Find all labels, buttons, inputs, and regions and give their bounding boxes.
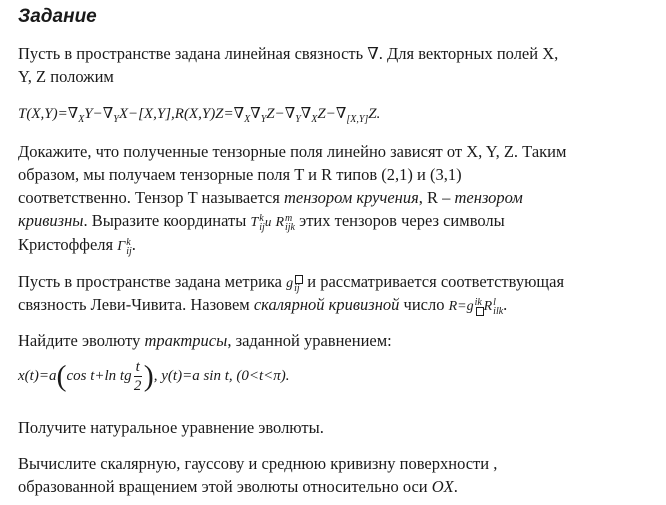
p4-text-b: , заданной уравнением:	[227, 331, 392, 350]
curvature-term-2: кривизны	[18, 211, 84, 230]
p2-line4b: этих тензоров через символы	[295, 211, 505, 230]
p3-line2: связность Леви-Чивита. Назовем скалярной кривизной число R=g ik R l ilk .	[18, 295, 508, 317]
p6-line2b: .	[453, 477, 458, 496]
axis-term: OX	[431, 477, 454, 496]
curvature-term-1: тензором	[454, 188, 523, 207]
p6-line2a: образованной вращением этой эволюты относительно оси	[18, 477, 432, 496]
formula-tractrix: x(t)=a(cos t+ln tg $\frac{t}{2}$ ), y(t)=a sin t, (0<t<π).	[18, 359, 290, 394]
tractrix-term: трактрисы	[144, 331, 228, 350]
p2-line2: образом, мы получаем тензорные поля T и R типов (2,1) и (3,1)	[18, 165, 462, 184]
page-title: Задание	[18, 6, 97, 27]
p6-line2	[18, 476, 458, 498]
p5-line: Получите натуральное уравнение эволюты.	[18, 418, 324, 437]
p2-line3a: соответственно. Тензор T называется	[18, 188, 284, 207]
p2-line5: Кристоффеля	[18, 235, 118, 254]
p4-line	[18, 330, 392, 352]
p3-line1b: и рассматривается соответствующая	[303, 272, 565, 291]
p2-line4a: . Выразите координаты	[83, 211, 251, 230]
p1-line1: Пусть в пространстве задана линейная связность ∇. Для векторных полей X,	[18, 44, 559, 63]
p2-line3b: , R –	[418, 188, 455, 207]
p2-line5: Кристоффеля Γ k ij .	[18, 235, 136, 257]
torsion-term: тензором кручения	[283, 188, 419, 207]
p4-text-a: Найдите эволюту	[18, 331, 145, 350]
p6-line1: Вычислите скалярную, гауссову и среднюю кривизну поверхности ,	[18, 454, 498, 473]
p2-line3	[18, 187, 523, 209]
scalar-curvature-term: скалярной кривизной	[253, 295, 400, 314]
p2-line4: кривизны. Выразите координаты T k ij u R m ijk этих тензоров через символы	[18, 211, 505, 233]
p1-line2: Y, Z положим	[18, 67, 114, 86]
p2-line1: Докажите, что полученные тензорные поля линейно зависят от X, Y, Z. Таким	[18, 142, 567, 161]
p3-line1: Пусть в пространстве задана метрика g ij и рассматривается соответствующая	[18, 272, 565, 294]
formula-torsion-curvature: $T(X,Y)=\nabla_XY-\nabla_YX-[X,Y],R(X,Y)Z=\nabla_X\nabla_YZ-\nabla_Y\nabla_XZ-\nabla_{[X,Y]}Z$.	[18, 106, 381, 125]
p3-line2a: связность Леви-Чивита. Назовем	[18, 295, 254, 314]
p3-line1a: Пусть в пространстве задана метрика	[18, 272, 287, 291]
p3-line2b: число	[399, 295, 449, 314]
